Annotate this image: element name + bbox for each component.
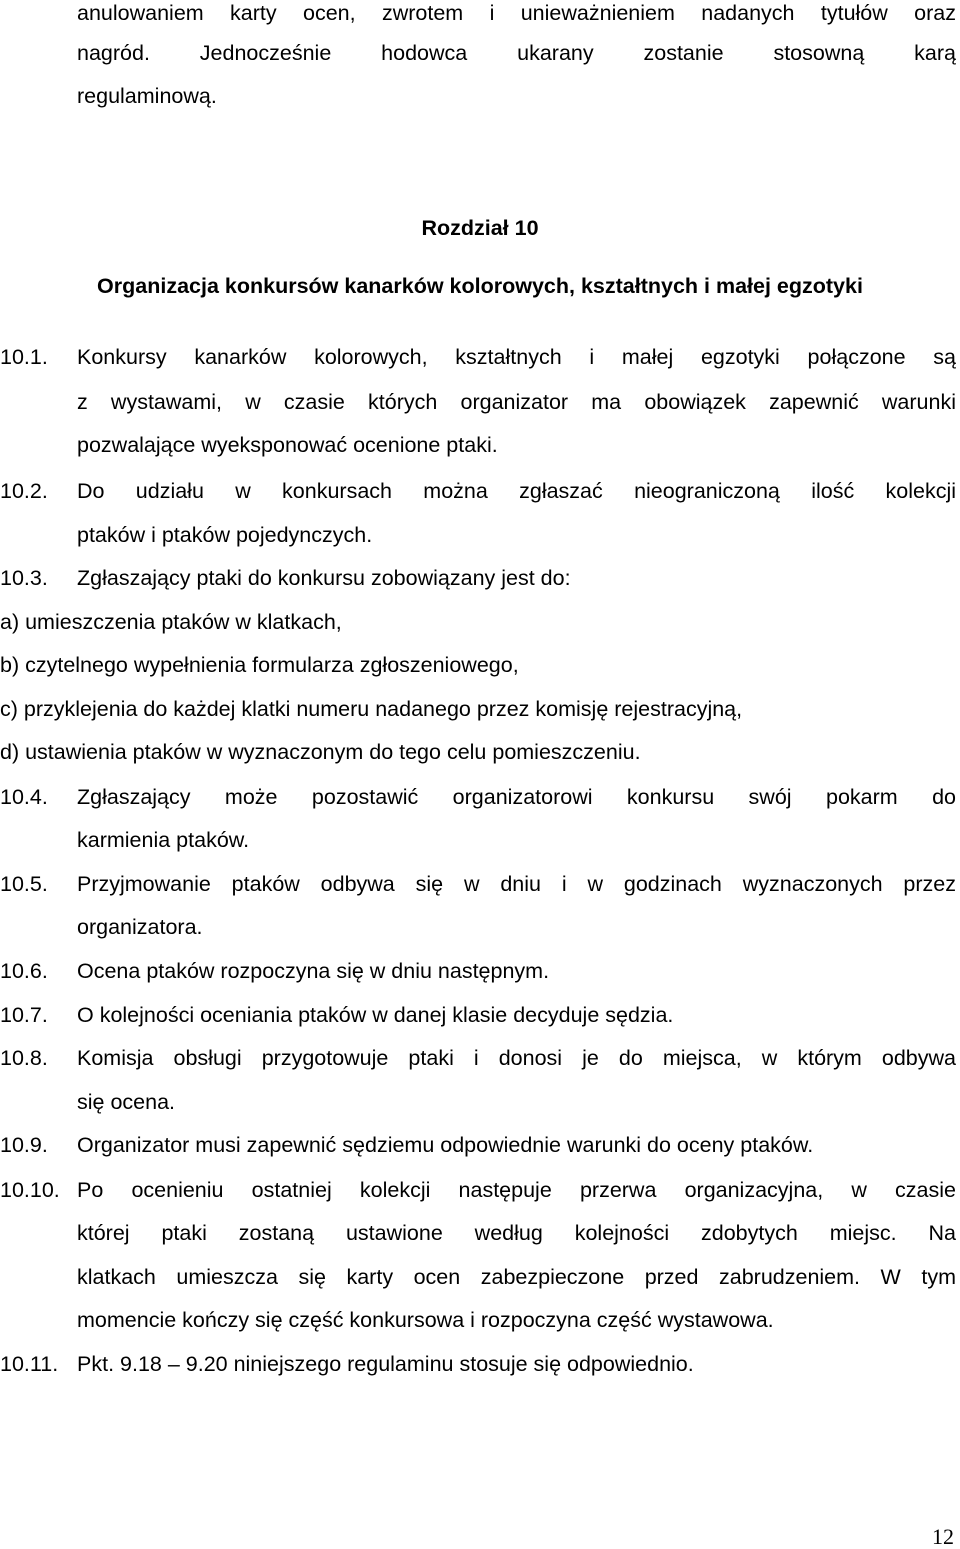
list-item: d) ustawienia ptaków w wyznaczonym do tego celu pomieszczeniu.: [0, 740, 641, 764]
intro-line: regulaminową.: [77, 84, 217, 108]
section-line: Komisja obsługi przygotowuje ptaki i donosi je do miejsca, w którym odbywa: [77, 1046, 956, 1070]
section-number: 10.2.: [0, 479, 48, 503]
section-line: z wystawami, w czasie których organizator ma obowiązek zapewnić warunki: [77, 390, 956, 414]
section-line: Po ocenieniu ostatniej kolekcji następuje przerwa organizacyjna, w czasie: [77, 1178, 956, 1202]
section-number: 10.6.: [0, 959, 48, 983]
section-line: Ocena ptaków rozpoczyna się w dniu następnym.: [77, 959, 550, 983]
list-item: b) czytelnego wypełnienia formularza zgłoszeniowego,: [0, 653, 519, 677]
chapter-number: Rozdział 10: [421, 216, 539, 240]
section-line: Zgłaszający może pozostawić organizatorowi konkursu swój pokarm do: [77, 785, 956, 809]
intro-line: nagród. Jednocześnie hodowca ukarany zostanie stosowną karą: [77, 41, 956, 65]
section-number: 10.10.: [0, 1178, 60, 1202]
section-line: Pkt. 9.18 – 9.20 niniejszego regulaminu stosuje się odpowiednio.: [77, 1352, 694, 1376]
section-line: której ptaki zostaną ustawione według kolejności zdobytych miejsc. Na: [77, 1221, 956, 1245]
section-line: Zgłaszający ptaki do konkursu zobowiązany jest do:: [77, 566, 571, 590]
list-item: a) umieszczenia ptaków w klatkach,: [0, 610, 342, 634]
page-number: 12: [932, 1524, 954, 1549]
intro-line: anulowaniem karty ocen, zwrotem i unieważnieniem nadanych tytułów oraz: [77, 1, 956, 25]
section-number: 10.7.: [0, 1003, 48, 1027]
section-line: Organizator musi zapewnić sędziemu odpowiednie warunki do oceny ptaków.: [77, 1133, 814, 1157]
section-line: O kolejności oceniania ptaków w danej klasie decyduje sędzia.: [77, 1003, 674, 1027]
section-number: 10.8.: [0, 1046, 48, 1070]
section-line: Konkursy kanarków kolorowych, kształtnych i małej egzotyki połączone są: [77, 345, 956, 369]
section-line: Przyjmowanie ptaków odbywa się w dniu i w godzinach wyznaczonych przez: [77, 872, 956, 896]
section-line: się ocena.: [77, 1090, 176, 1114]
section-line: klatkach umieszcza się karty ocen zabezpieczone przed zabrudzeniem. W tym: [77, 1265, 956, 1289]
section-number: 10.4.: [0, 785, 48, 809]
section-line: karmienia ptaków.: [77, 828, 250, 852]
section-line: ptaków i ptaków pojedynczych.: [77, 523, 373, 547]
chapter-title: Organizacja konkursów kanarków kolorowych, kształtnych i małej egzotyki: [97, 274, 863, 298]
section-line: pozwalające wyeksponować ocenione ptaki.: [77, 433, 498, 457]
section-number: 10.3.: [0, 566, 48, 590]
section-line: organizatora.: [77, 915, 203, 939]
section-line: momencie kończy się część konkursowa i rozpoczyna część wystawowa.: [77, 1308, 774, 1332]
section-line: Do udziału w konkursach można zgłaszać nieograniczoną ilość kolekcji: [77, 479, 956, 503]
section-number: 10.9.: [0, 1133, 48, 1157]
section-number: 10.5.: [0, 872, 48, 896]
section-number: 10.1.: [0, 345, 48, 369]
list-item: c) przyklejenia do każdej klatki numeru nadanego przez komisję rejestracyjną,: [0, 697, 743, 721]
section-number: 10.11.: [0, 1352, 59, 1376]
